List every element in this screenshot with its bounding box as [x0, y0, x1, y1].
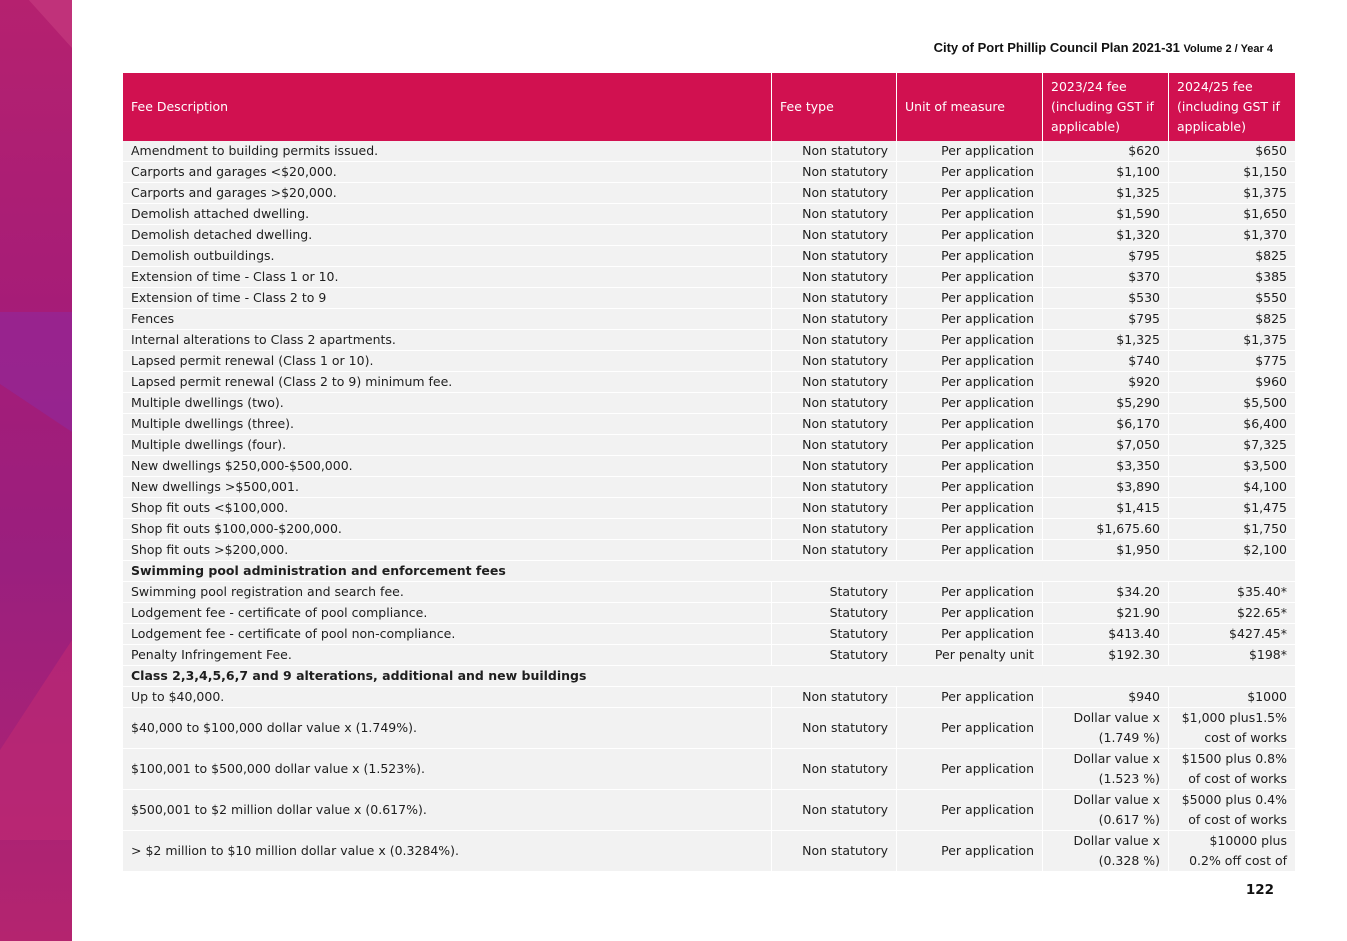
unit-of-measure-cell: Per application — [897, 519, 1043, 540]
table-row — [123, 687, 1295, 708]
fee-type-cell: Statutory — [772, 582, 897, 603]
fee-2023-24-line: (1.523 %) — [1098, 771, 1160, 786]
fee-2023-24-cell: $1,675.60 — [1043, 519, 1169, 540]
fee-description-cell: > $2 million to $10 million dollar value x (0.3284%). — [123, 831, 772, 872]
fee-description-cell: Amendment to building permits issued. — [123, 141, 772, 162]
fee-description-cell: Multiple dwellings (four). — [123, 435, 772, 456]
column-header-fee-2024-25: 2024/25 fee (including GST if applicable) — [1169, 73, 1295, 141]
fee-2023-24-cell — [1043, 790, 1169, 831]
fee-2024-25-cell: $775 — [1169, 351, 1295, 372]
unit-of-measure-cell: Per application — [897, 267, 1043, 288]
section-header-row — [123, 666, 1295, 687]
fee-description-cell: Demolish attached dwelling. — [123, 204, 772, 225]
fee-2023-24-cell: $1,320 — [1043, 225, 1169, 246]
fee-2024-25-cell: $1,370 — [1169, 225, 1295, 246]
fee-type-cell: Non statutory — [772, 477, 897, 498]
unit-of-measure-cell: Per application — [897, 603, 1043, 624]
unit-of-measure-cell: Per application — [897, 183, 1043, 204]
table-row — [123, 225, 1295, 246]
unit-of-measure-cell: Per application — [897, 393, 1043, 414]
fee-2024-25-line: cost of works — [1204, 730, 1287, 745]
unit-of-measure-cell: Per application — [897, 204, 1043, 225]
fee-2024-25-cell: $427.45* — [1169, 624, 1295, 645]
column-header-fee-2023-24: 2023/24 fee (including GST if applicable) — [1043, 73, 1169, 141]
fee-2023-24-cell: $1,415 — [1043, 498, 1169, 519]
fee-2023-24-line: (0.328 %) — [1098, 853, 1160, 868]
fee-type-cell: Non statutory — [772, 687, 897, 708]
fee-description-cell: Shop fit outs <$100,000. — [123, 498, 772, 519]
section-header-row — [123, 561, 1295, 582]
fee-type-cell: Non statutory — [772, 267, 897, 288]
column-header-unit-of-measure: Unit of measure — [897, 73, 1043, 141]
table-row — [123, 498, 1295, 519]
fee-2023-24-cell: $6,170 — [1043, 414, 1169, 435]
fee-2024-25-cell: $1,750 — [1169, 519, 1295, 540]
table-row — [123, 624, 1295, 645]
fee-type-cell: Non statutory — [772, 790, 897, 831]
fee-2024-25-cell: $1,375 — [1169, 330, 1295, 351]
fee-2023-24-cell: $1,100 — [1043, 162, 1169, 183]
fee-type-cell: Non statutory — [772, 183, 897, 204]
column-header-fee-description: Fee Description — [123, 73, 772, 141]
fee-2023-24-cell — [1043, 831, 1169, 872]
fee-2024-25-line: $1500 plus 0.8% — [1181, 751, 1287, 766]
fee-description-cell: Swimming pool registration and search fee. — [123, 582, 772, 603]
fee-type-cell: Non statutory — [772, 225, 897, 246]
fee-type-cell: Non statutory — [772, 141, 897, 162]
fee-description-cell: $40,000 to $100,000 dollar value x (1.749%). — [123, 708, 772, 749]
fee-2024-25-line: 0.2% off cost of — [1189, 853, 1287, 868]
fee-description-cell: Multiple dwellings (three). — [123, 414, 772, 435]
unit-of-measure-cell: Per application — [897, 330, 1043, 351]
table-header-row — [123, 73, 1295, 141]
unit-of-measure-cell: Per application — [897, 456, 1043, 477]
fee-type-cell: Non statutory — [772, 414, 897, 435]
fee-type-cell: Non statutory — [772, 162, 897, 183]
fee-type-cell: Non statutory — [772, 435, 897, 456]
fee-2023-24-cell: $3,350 — [1043, 456, 1169, 477]
fee-2024-25-cell: $2,100 — [1169, 540, 1295, 561]
fee-description-cell: Extension of time - Class 2 to 9 — [123, 288, 772, 309]
table-row — [123, 645, 1295, 666]
fee-2023-24-cell: $795 — [1043, 246, 1169, 267]
fee-description-cell: Lapsed permit renewal (Class 2 to 9) minimum fee. — [123, 372, 772, 393]
unit-of-measure-cell: Per application — [897, 288, 1043, 309]
fee-2024-25-cell: $1,375 — [1169, 183, 1295, 204]
fee-2023-24-cell: $21.90 — [1043, 603, 1169, 624]
unit-of-measure-cell: Per application — [897, 372, 1043, 393]
fee-2024-25-line: of cost of works — [1188, 812, 1287, 827]
fee-2024-25-line: $1,000 plus1.5% — [1181, 710, 1287, 725]
fee-type-cell: Statutory — [772, 645, 897, 666]
fee-2024-25-cell: $1,475 — [1169, 498, 1295, 519]
table-row — [123, 790, 1295, 831]
unit-of-measure-cell: Per application — [897, 582, 1043, 603]
table-row — [123, 582, 1295, 603]
fee-description-cell: New dwellings $250,000-$500,000. — [123, 456, 772, 477]
fee-description-cell: Lapsed permit renewal (Class 1 or 10). — [123, 351, 772, 372]
fee-description-cell: $100,001 to $500,000 dollar value x (1.523%). — [123, 749, 772, 790]
table-row — [123, 435, 1295, 456]
fee-2023-24-cell: $940 — [1043, 687, 1169, 708]
fee-description-cell: Extension of time - Class 1 or 10. — [123, 267, 772, 288]
fee-2023-24-line: (1.749 %) — [1098, 730, 1160, 745]
fee-2023-24-cell: $740 — [1043, 351, 1169, 372]
fee-2023-24-cell — [1043, 749, 1169, 790]
fee-2023-24-cell: $34.20 — [1043, 582, 1169, 603]
unit-of-measure-cell: Per application — [897, 708, 1043, 749]
fee-2023-24-cell: $1,950 — [1043, 540, 1169, 561]
fee-type-cell: Non statutory — [772, 831, 897, 872]
unit-of-measure-cell: Per penalty unit — [897, 645, 1043, 666]
document-volume: Volume 2 / Year 4 — [1183, 43, 1273, 55]
fee-type-cell: Non statutory — [772, 540, 897, 561]
fee-2023-24-cell: $620 — [1043, 141, 1169, 162]
unit-of-measure-cell: Per application — [897, 162, 1043, 183]
fee-2023-24-cell: $530 — [1043, 288, 1169, 309]
fee-description-cell: Lodgement fee - certificate of pool non-compliance. — [123, 624, 772, 645]
fee-description-cell: Up to $40,000. — [123, 687, 772, 708]
document-header — [934, 40, 1273, 55]
fee-2024-25-cell: $1000 — [1169, 687, 1295, 708]
unit-of-measure-cell: Per application — [897, 246, 1043, 267]
fee-2024-25-cell: $6,400 — [1169, 414, 1295, 435]
table-row — [123, 309, 1295, 330]
fee-2023-24-cell: $1,590 — [1043, 204, 1169, 225]
table-row — [123, 708, 1295, 749]
fee-2024-25-cell: $1,150 — [1169, 162, 1295, 183]
fee-2023-24-cell: $192.30 — [1043, 645, 1169, 666]
unit-of-measure-cell: Per application — [897, 351, 1043, 372]
unit-of-measure-cell: Per application — [897, 414, 1043, 435]
table-row — [123, 267, 1295, 288]
fee-type-cell: Non statutory — [772, 372, 897, 393]
fee-2023-24-line: Dollar value x — [1073, 833, 1160, 848]
fee-2024-25-cell: $3,500 — [1169, 456, 1295, 477]
fee-2023-24-cell: $3,890 — [1043, 477, 1169, 498]
table-row — [123, 603, 1295, 624]
table-row — [123, 372, 1295, 393]
fee-type-cell: Statutory — [772, 603, 897, 624]
table-row — [123, 393, 1295, 414]
fee-2024-25-cell: $650 — [1169, 141, 1295, 162]
decorative-sidebar — [0, 0, 72, 941]
fee-type-cell: Non statutory — [772, 519, 897, 540]
fee-type-cell: Statutory — [772, 624, 897, 645]
fee-2024-25-cell — [1169, 831, 1295, 872]
unit-of-measure-cell: Per application — [897, 435, 1043, 456]
fee-2024-25-cell — [1169, 749, 1295, 790]
fee-2024-25-cell: $550 — [1169, 288, 1295, 309]
fee-2023-24-cell: $1,325 — [1043, 330, 1169, 351]
unit-of-measure-cell: Per application — [897, 225, 1043, 246]
table-row — [123, 477, 1295, 498]
unit-of-measure-cell: Per application — [897, 790, 1043, 831]
fee-2023-24-line: (0.617 %) — [1098, 812, 1160, 827]
sidebar-shape-middle — [0, 312, 72, 432]
unit-of-measure-cell: Per application — [897, 749, 1043, 790]
unit-of-measure-cell: Per application — [897, 309, 1043, 330]
fee-2024-25-cell: $825 — [1169, 246, 1295, 267]
fee-type-cell: Non statutory — [772, 330, 897, 351]
table-row — [123, 162, 1295, 183]
page-number: 122 — [1245, 882, 1274, 898]
fee-2024-25-line: of cost of works — [1188, 771, 1287, 786]
document-title: City of Port Phillip Council Plan 2021-31 — [933, 40, 1180, 55]
table-row — [123, 456, 1295, 477]
fee-2024-25-cell: $385 — [1169, 267, 1295, 288]
table-row — [123, 351, 1295, 372]
table-row — [123, 519, 1295, 540]
fee-2023-24-cell: $920 — [1043, 372, 1169, 393]
fee-description-cell: Shop fit outs >$200,000. — [123, 540, 772, 561]
fee-2023-24-cell: $413.40 — [1043, 624, 1169, 645]
fee-type-cell: Non statutory — [772, 708, 897, 749]
fee-description-cell: Fences — [123, 309, 772, 330]
fee-2024-25-cell: $825 — [1169, 309, 1295, 330]
fee-description-cell: Demolish detached dwelling. — [123, 225, 772, 246]
table-body — [123, 141, 1295, 872]
table-row — [123, 183, 1295, 204]
fee-type-cell: Non statutory — [772, 309, 897, 330]
fee-2023-24-cell: $795 — [1043, 309, 1169, 330]
fee-2024-25-cell: $22.65* — [1169, 603, 1295, 624]
unit-of-measure-cell: Per application — [897, 540, 1043, 561]
fee-description-cell: Internal alterations to Class 2 apartments. — [123, 330, 772, 351]
fee-2023-24-line: Dollar value x — [1073, 792, 1160, 807]
fee-type-cell: Non statutory — [772, 749, 897, 790]
fee-2024-25-cell: $198* — [1169, 645, 1295, 666]
table-row — [123, 540, 1295, 561]
fee-type-cell: Non statutory — [772, 393, 897, 414]
fee-2024-25-cell: $1,650 — [1169, 204, 1295, 225]
table-row — [123, 246, 1295, 267]
fee-2024-25-cell — [1169, 790, 1295, 831]
fee-2024-25-cell: $960 — [1169, 372, 1295, 393]
unit-of-measure-cell: Per application — [897, 831, 1043, 872]
fee-2024-25-cell: $4,100 — [1169, 477, 1295, 498]
unit-of-measure-cell: Per application — [897, 624, 1043, 645]
fee-description-cell: Carports and garages <$20,000. — [123, 162, 772, 183]
fee-2024-25-line: $10000 plus — [1209, 833, 1287, 848]
section-heading: Swimming pool administration and enforcement fees — [123, 561, 1295, 582]
section-heading: Class 2,3,4,5,6,7 and 9 alterations, additional and new buildings — [123, 666, 1295, 687]
fee-2024-25-line: $5000 plus 0.4% — [1181, 792, 1287, 807]
fee-type-cell: Non statutory — [772, 246, 897, 267]
fee-type-cell: Non statutory — [772, 351, 897, 372]
fee-description-cell: New dwellings >$500,001. — [123, 477, 772, 498]
fee-description-cell: Lodgement fee - certificate of pool compliance. — [123, 603, 772, 624]
fee-2023-24-line: Dollar value x — [1073, 710, 1160, 725]
fee-2023-24-line: Dollar value x — [1073, 751, 1160, 766]
table-row — [123, 749, 1295, 790]
sidebar-shape-bottom — [0, 640, 72, 840]
column-header-fee-type: Fee type — [772, 73, 897, 141]
fee-description-cell: Demolish outbuildings. — [123, 246, 772, 267]
table-row — [123, 141, 1295, 162]
fee-description-cell: Shop fit outs $100,000-$200,000. — [123, 519, 772, 540]
fee-2023-24-cell: $7,050 — [1043, 435, 1169, 456]
fee-type-cell: Non statutory — [772, 204, 897, 225]
fees-table — [123, 73, 1295, 872]
fee-2024-25-cell: $7,325 — [1169, 435, 1295, 456]
table-row — [123, 204, 1295, 225]
fee-description-cell: $500,001 to $2 million dollar value x (0.617%). — [123, 790, 772, 831]
fee-type-cell: Non statutory — [772, 498, 897, 519]
fee-2023-24-cell: $1,325 — [1043, 183, 1169, 204]
sidebar-shape-top — [0, 0, 72, 48]
fee-2024-25-cell: $35.40* — [1169, 582, 1295, 603]
unit-of-measure-cell: Per application — [897, 477, 1043, 498]
fee-description-cell: Carports and garages >$20,000. — [123, 183, 772, 204]
fee-2024-25-cell — [1169, 708, 1295, 749]
fee-description-cell: Penalty Infringement Fee. — [123, 645, 772, 666]
table-row — [123, 831, 1295, 872]
fee-type-cell: Non statutory — [772, 456, 897, 477]
fee-2024-25-cell: $5,500 — [1169, 393, 1295, 414]
unit-of-measure-cell: Per application — [897, 687, 1043, 708]
unit-of-measure-cell: Per application — [897, 498, 1043, 519]
fee-description-cell: Multiple dwellings (two). — [123, 393, 772, 414]
fee-2023-24-cell: $5,290 — [1043, 393, 1169, 414]
table-row — [123, 288, 1295, 309]
table-row — [123, 414, 1295, 435]
fee-2023-24-cell — [1043, 708, 1169, 749]
table-row — [123, 330, 1295, 351]
unit-of-measure-cell: Per application — [897, 141, 1043, 162]
fee-2023-24-cell: $370 — [1043, 267, 1169, 288]
fee-type-cell: Non statutory — [772, 288, 897, 309]
